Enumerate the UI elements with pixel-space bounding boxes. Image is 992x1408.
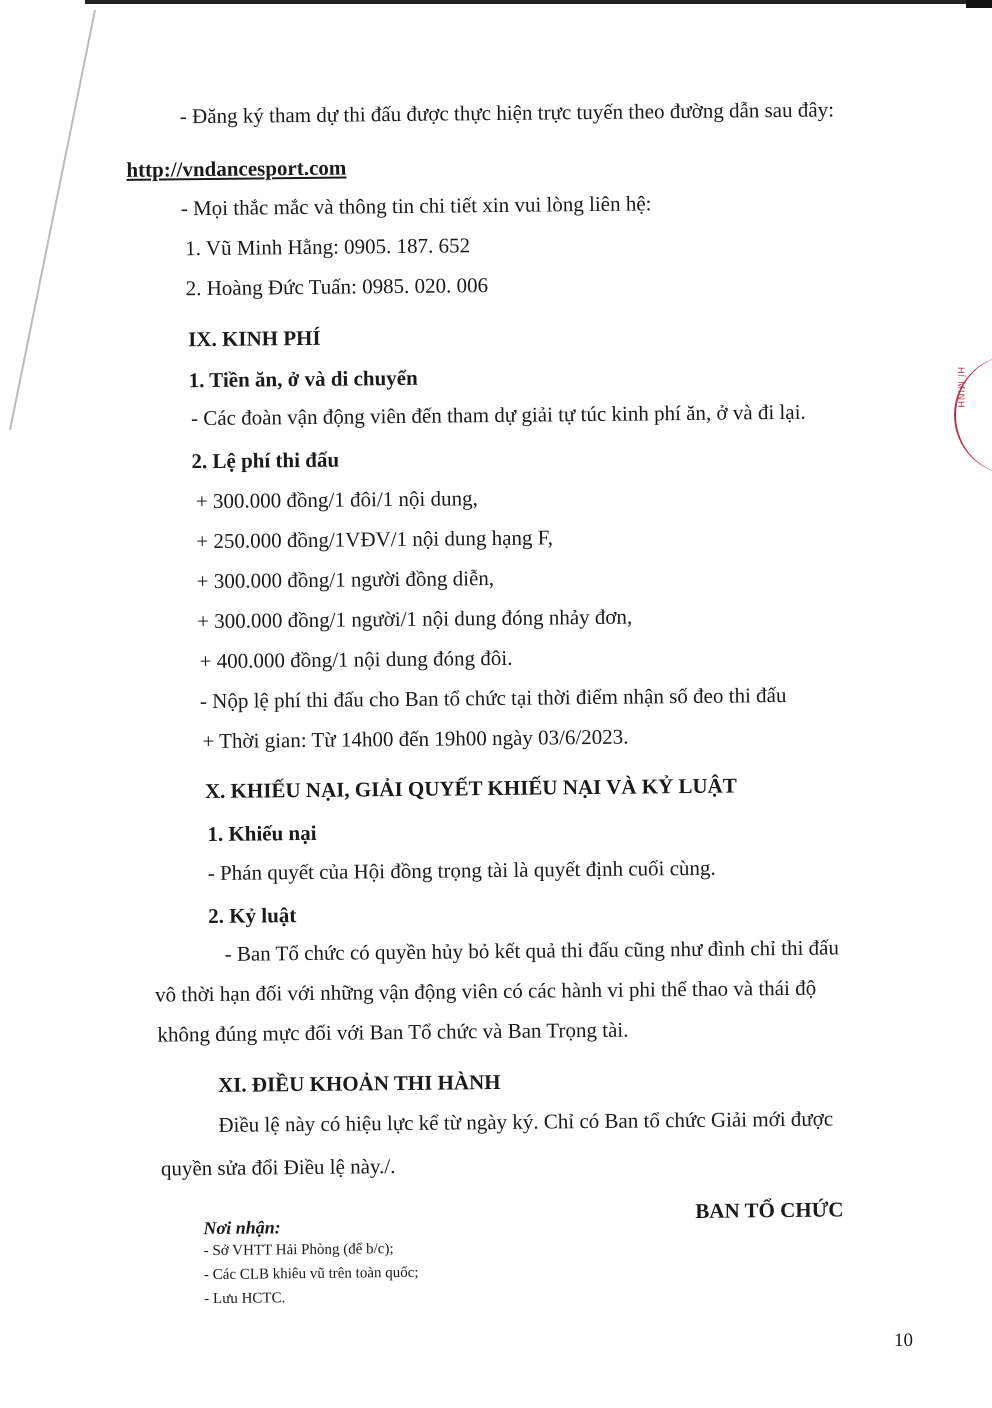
travel-text: - Các đoàn vận động viên đến tham dự giải tự túc kinh phí ăn, ở và đi lại. xyxy=(190,399,806,431)
fee-5: + 400.000 đồng/1 nội dung đóng đôi. xyxy=(199,645,513,674)
fee-payment: - Nộp lệ phí thi đấu cho Ban tổ chức tại thời điểm nhận số đeo thi đấu xyxy=(199,682,787,714)
red-stamp-fragment xyxy=(954,355,984,475)
fee-1: + 300.000 đồng/1 đôi/1 nội dung, xyxy=(195,486,478,514)
effect-text-2: quyền sửa đổi Điều lệ này./. xyxy=(160,1154,396,1181)
signature-title: BAN TỔ CHỨC xyxy=(695,1197,844,1223)
recipients-title: Nơi nhận: xyxy=(203,1217,281,1239)
fee-4: + 300.000 đồng/1 người/1 nội dung đóng nhảy đơn, xyxy=(197,604,633,634)
section-x-2-heading: 2. Kỷ luật xyxy=(208,903,297,929)
complaint-text: - Phán quyết của Hội đồng trọng tài là quyết định cuối cùng. xyxy=(207,855,716,886)
stamp-text: HÍ MINH xyxy=(956,367,966,409)
fee-3: + 300.000 đồng/1 người đồng diễn, xyxy=(196,566,495,594)
section-ix-heading: IX. KINH PHÍ xyxy=(188,325,321,352)
section-x-1-heading: 1. Khiếu nại xyxy=(207,820,317,847)
registration-text: - Đăng ký tham dự thi đấu được thực hiện trực tuyến theo đường dẫn sau đây: xyxy=(179,97,835,129)
section-x-heading: X. KHIẾU NẠI, GIẢI QUYẾT KHIẾU NẠI VÀ KỶ LUẬT xyxy=(204,773,737,804)
registration-link[interactable]: http://vndancesport.com xyxy=(126,155,347,182)
contact-2: 2. Hoàng Đức Tuấn: 0985. 020. 006 xyxy=(185,273,489,301)
fee-2: + 250.000 đồng/1VĐV/1 nội dung hạng F, xyxy=(196,525,554,554)
discipline-text-3: không đúng mực đối với Ban Tổ chức và Ban Trọng tài. xyxy=(157,1017,629,1047)
discipline-text-2: vô thời hạn đối với những vận động viên có các hành vi phi thể thao và thái độ xyxy=(154,975,817,1007)
recipient-item: - Sở VHTT Hải Phòng (để b/c); xyxy=(203,1241,394,1260)
contact-1: 1. Vũ Minh Hằng: 0905. 187. 652 xyxy=(185,233,471,261)
recipient-item: - Lưu HCTC. xyxy=(204,1290,286,1308)
section-ix-2-heading: 2. Lệ phí thi đấu xyxy=(191,447,340,474)
section-xi-heading: XI. ĐIỀU KHOẢN THI HÀNH xyxy=(217,1069,501,1097)
discipline-text-1: - Ban Tổ chức có quyền hủy bỏ kết quả thi đấu cũng như đình chỉ thi đấu xyxy=(224,935,840,966)
page-number: 10 xyxy=(894,1330,913,1351)
recipient-item: - Các CLB khiêu vũ trên toàn quốc; xyxy=(203,1264,419,1284)
contact-intro: - Mọi thắc mắc và thông tin chi tiết xin vui lòng liên hệ: xyxy=(180,191,652,221)
effect-text-1: Điều lệ này có hiệu lực kể từ ngày ký. Chỉ có Ban tổ chức Giải mới được xyxy=(218,1106,834,1137)
section-ix-1-heading: 1. Tiền ăn, ở và di chuyển xyxy=(188,365,418,393)
fee-time: + Thời gian: Từ 14h00 đến 19h00 ngày 03/6/2023. xyxy=(202,724,629,754)
